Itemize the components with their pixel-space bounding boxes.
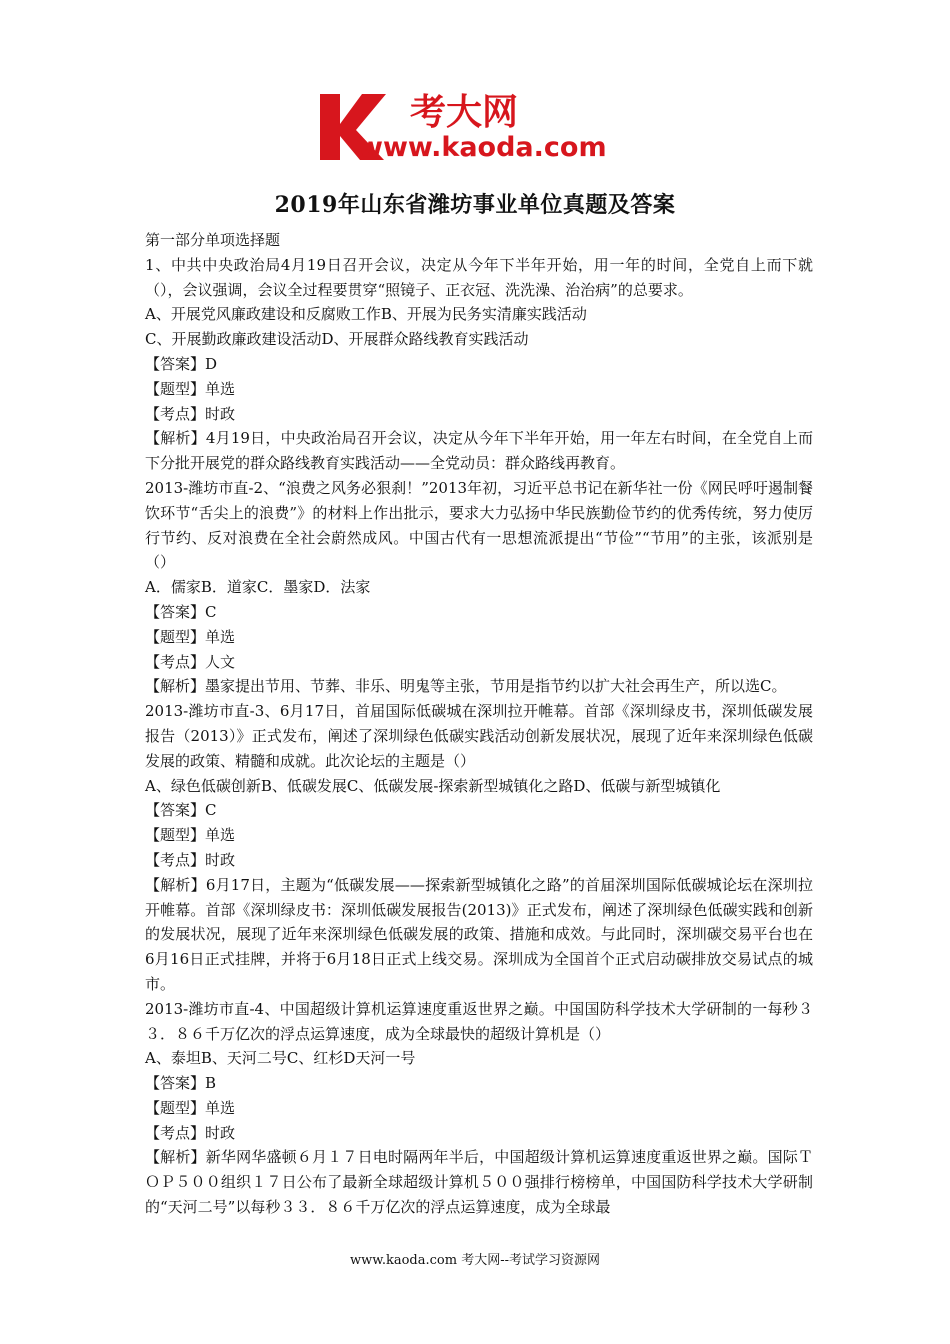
logo-url: www.kaoda.com [358,132,607,163]
paragraph: 2013-潍坊市直-3、6月17日，首届国际低碳城在深圳拉开帷幕。首部《深圳绿皮书，深圳低碳发展报告（2013）》正式发布，阐述了深圳绿色低碳实践活动创新发展状况，展现了近年来深圳绿色低碳发展的政策、精髓和成就。此次论坛的主题是（） [145,702,813,770]
paragraph: 【考点】人文 [145,652,236,671]
kaoda-logo [318,86,638,164]
paragraph: 【解析】4月19日，中央政治局召开会议，决定从今年下半年开始，用一年左右时间，在全党自上而下分批开展党的群众路线教育实践活动——全党动员：群众路线再教育。 [145,429,813,473]
paragraph: 【题型】单选 [145,826,236,845]
paragraph: 【答案】B [145,1074,217,1093]
paragraph: A、泰坦B、天河二号C、红杉D天河一号 [145,1049,416,1068]
paragraph: 【考点】时政 [145,404,236,423]
page-footer: www.kaoda.com 考大网--考试学习资源网 [350,1253,600,1268]
paragraph: A．儒家B．道家C．墨家D．法家 [145,578,371,597]
logo-name: 考大网 [410,92,519,133]
paragraph: 【考点】时政 [145,1123,236,1142]
paragraph: 【答案】C [145,801,217,820]
kaoda-logo-graphic [318,86,638,164]
paragraph: 【考点】时政 [145,850,236,869]
paragraph: 【答案】D [145,354,218,373]
paragraph: 【题型】单选 [145,379,236,398]
paragraph: C、开展勤政廉政建设活动D、开展群众路线教育实践活动 [145,330,529,349]
page-title: 2019年山东省潍坊事业单位真题及答案 [274,192,676,218]
paragraph: 【解析】6月17日，主题为“低碳发展——探索新型城镇化之路”的首届深圳国际低碳城论坛在深圳拉开帷幕。首部《深圳绿皮书：深圳低碳发展报告(2013)》正式发布，阐述了深圳绿色低碳实践和创新的发展状况，展现了近年来深圳绿色低碳发展的政策、措施和成效。与此同时，深圳碳交易平台也在6月16日正式挂牌，并将于6月18日正式上线交易。深圳成为全国首个正式启动碳排放交易试点的城市。 [145,875,813,993]
paragraph: 【解析】墨家提出节用、节葬、非乐、明鬼等主张，节用是指节约以扩大社会再生产，所以选C。 [145,677,787,696]
paragraph: 【解析】新华网华盛顿６月１７日电时隔两年半后，中国超级计算机运算速度重返世界之巅。国际ＴＯＰ５００组织１７日公布了最新全球超级计算机５００强排行榜榜单，中国国防科学技术大学研制的“天河二号”以每秒３３．８６千万亿次的浮点运算速度，成为全球最 [145,1148,813,1217]
paragraph: 2013-潍坊市直-2、“浪费之风务必狠刹！”2013年初，习近平总书记在新华社一份《网民呼吁遏制餐饮环节“舌尖上的浪费”》的材料上作出批示，要求大力弘扬中华民族勤俭节约的优秀传统，努力使厉行节约、反对浪费在全社会蔚然成风。中国古代有一思想流派提出“节俭”“节用”的主张，该派别是（） [145,478,813,572]
paragraph: 第一部分单项选择题 [145,231,281,249]
paragraph: 【题型】单选 [145,627,236,646]
paragraph: 1、中共中央政治局4月19日召开会议，决定从今年下半年开始，用一年的时间，全党自上而下就（），会议强调，会议全过程要贯穿“照镜子、正衣冠、洗洗澡、治治病”的总要求。 [145,255,813,299]
paragraph: 【答案】C [145,602,217,621]
paragraph: 【题型】单选 [145,1098,236,1117]
document-body [145,228,813,1220]
paragraph: 2013-潍坊市直-4、中国超级计算机运算速度重返世界之巅。中国国防科学技术大学研制的一每秒３３．８６千万亿次的浮点运算速度，成为全球最快的超级计算机是（） [145,999,813,1043]
paragraph: A、开展党风廉政建设和反腐败工作B、开展为民务实清廉实践活动 [145,305,587,324]
paragraph: A、绿色低碳创新B、低碳发展C、低碳发展-探索新型城镇化之路D、低碳与新型城镇化 [145,776,721,795]
